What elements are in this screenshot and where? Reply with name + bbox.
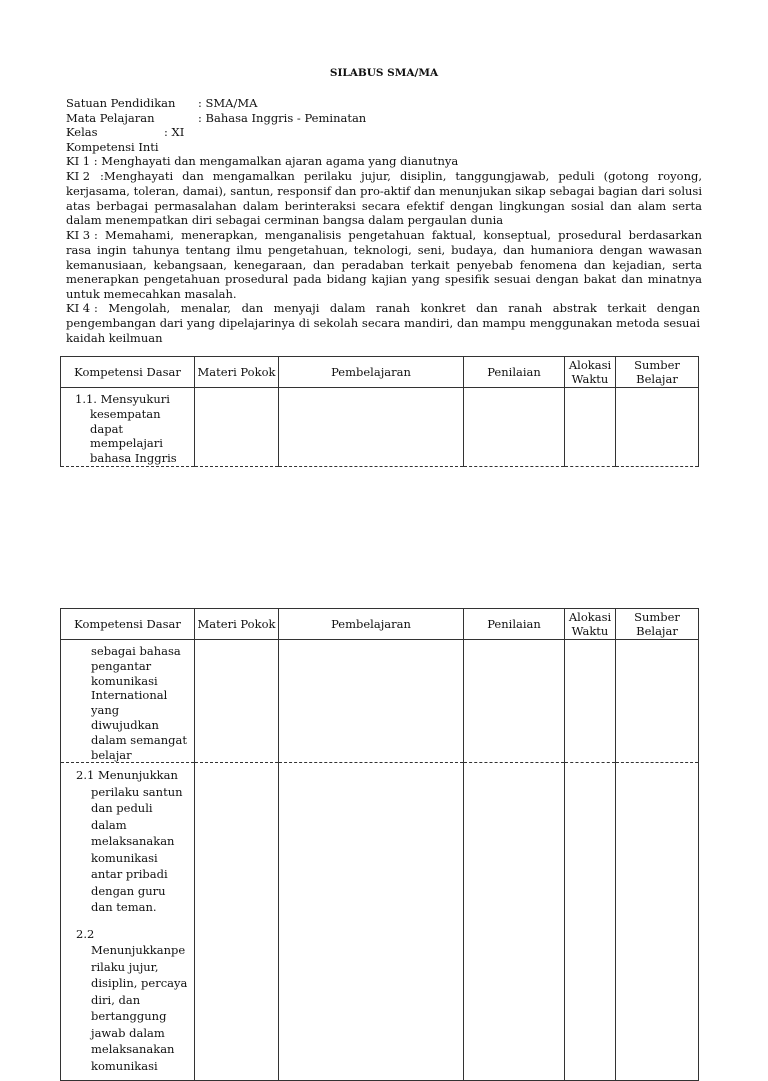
pembelajaran-cell [279, 640, 464, 763]
kd-1-1-continued: sebagai bahasa pengantar komunikasi International yang diwujudkan dalam semangat belajar [91, 644, 188, 762]
mapel-label: Mata Pelajaran [66, 111, 155, 125]
ki-heading: Kompetensi Inti [66, 140, 159, 154]
kelas-value: : XI [164, 125, 185, 139]
kd-cell [61, 640, 195, 763]
sumber-cell [616, 763, 699, 1081]
table-header-row [61, 609, 699, 640]
table-row [61, 640, 699, 763]
header-sumber-belajar: Sumber Belajar [616, 609, 699, 640]
meta-mapel [66, 111, 366, 125]
kd-cell [61, 763, 195, 1081]
header-pembelajaran: Pembelajaran [279, 357, 464, 388]
table-row [61, 388, 699, 467]
table-header-row [61, 357, 699, 388]
ki-1-text: KI 1 : Menghayati dan mengamalkan ajaran agama yang dianutnya [66, 154, 459, 168]
ki-2-number: KI 2 [66, 169, 91, 183]
header-alokasi-waktu: Alokasi Waktu [565, 609, 616, 640]
ki-1 [66, 154, 702, 169]
header-pembelajaran: Pembelajaran [279, 609, 464, 640]
table-row [61, 763, 699, 1081]
kd-cell [61, 388, 195, 467]
ki-3 [66, 228, 702, 302]
penilaian-cell [464, 388, 565, 467]
ki-2-text: :Menghayati dan mengamalkan perilaku jujur, disiplin, tanggungjawab, peduli (gotong royong, kerjasama, toleran, damai), santun, responsif dan pro-aktif dan menunjukan sikap sebagai bagian dari solusi atas berbagai permasalahan dalam berinteraksi secara efektif dengan lingkungan sosial dan alam serta dalam menempatkan diri sebagai cerminan bangsa dalam pergaulan dunia [66, 169, 702, 228]
header-materi-pokok: Materi Pokok [195, 609, 279, 640]
header-sumber-belajar: Sumber Belajar [616, 357, 699, 388]
alokasi-cell [565, 388, 616, 467]
satuan-label: Satuan Pendidikan [66, 96, 176, 110]
sumber-cell [616, 640, 699, 763]
ki-3-text: : Memahami, menerapkan, menganalisis pengetahuan faktual, konseptual, prosedural berdasarkan rasa ingin tahunya tentang ilmu pengetahuan, teknologi, seni, budaya, dan humaniora dengan wawasan kemanusiaan, kebangsaan, kenegaraan, dan peradaban terkait penyebab fenomena dan kejadian, serta menerapkan pengetahuan prosedural pada bidang kajian yang spesifik sesuai dengan bakat dan minatnya untuk memecahkan masalah. [66, 228, 702, 302]
header-penilaian: Penilaian [464, 609, 565, 640]
header-penilaian: Penilaian [464, 357, 565, 388]
kelas-label: Kelas [66, 125, 98, 139]
page-title: SILABUS SMA/MA [329, 67, 439, 79]
materi-cell [195, 763, 279, 1081]
alokasi-cell [565, 640, 616, 763]
mapel-value: : Bahasa Inggris - Peminatan [198, 111, 367, 125]
materi-cell [195, 388, 279, 467]
sumber-cell [616, 388, 699, 467]
alokasi-cell [565, 763, 616, 1081]
kd-1-1: 1.1. Mensyukuri kesempatan dapat mempelajari bahasa Inggris [75, 392, 177, 466]
header-kompetensi-dasar: Kompetensi Dasar [61, 357, 195, 388]
pembelajaran-cell [279, 763, 464, 1081]
pembelajaran-cell [279, 388, 464, 467]
syllabus-table-2 [60, 608, 699, 1081]
header-alokasi-waktu: Alokasi Waktu [565, 357, 616, 388]
header-kompetensi-dasar: Kompetensi Dasar [61, 609, 195, 640]
penilaian-cell [464, 640, 565, 763]
penilaian-cell [464, 763, 565, 1081]
syllabus-table-1 [60, 356, 699, 467]
ki-4 [66, 301, 700, 345]
meta-kelas [66, 125, 184, 139]
ki-3-number: KI 3 [66, 228, 91, 242]
kd-2-2: 2.2 Menunjukkanpe rilaku jujur, disiplin, percaya diri, dan bertanggung jawab dalam melaksanakan komunikasi [76, 926, 188, 1073]
header-materi-pokok: Materi Pokok [195, 357, 279, 388]
ki-4-number: KI 4 [66, 301, 91, 315]
ki-4-text: : Mengolah, menalar, dan menyaji dalam ranah konkret dan ranah abstrak terkait dengan pengembangan dari yang dipelajarinya di sekolah secara mandiri, dan mampu menggunakan metoda sesuai kaidah keilmuan [66, 301, 700, 345]
kd-2-1: 2.1 Menunjukkan perilaku santun dan peduli dalam melaksanakan komunikasi antar pribadi dengan guru dan teman. [76, 768, 183, 915]
meta-satuan [66, 96, 257, 110]
satuan-value: : SMA/MA [198, 96, 258, 110]
ki-2 [66, 169, 702, 228]
materi-cell [195, 640, 279, 763]
